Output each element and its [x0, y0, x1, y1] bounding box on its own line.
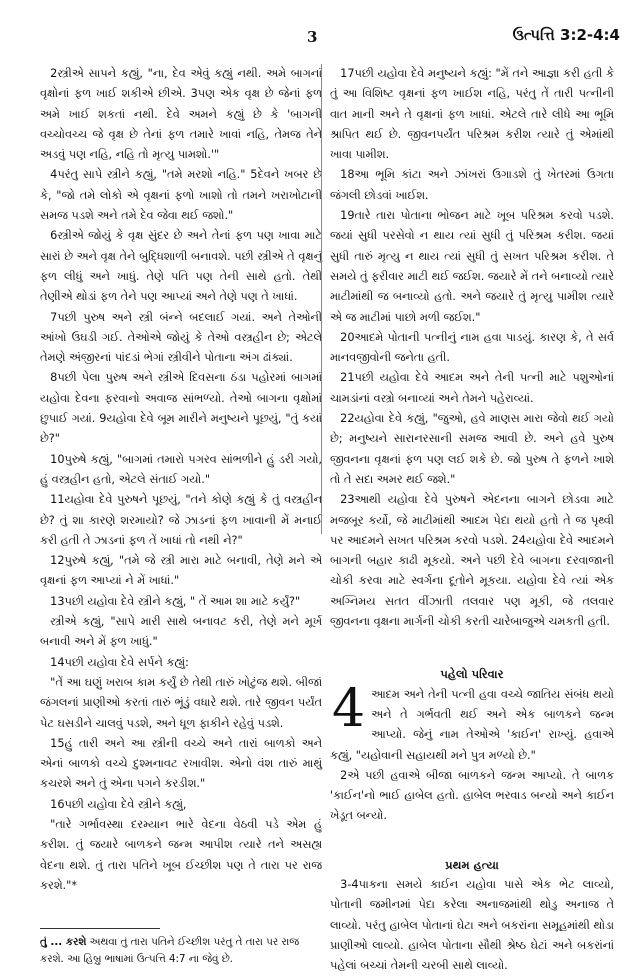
paragraph: 21પછી યહોવા દેવે આદમ અને તેની પત્ની માટે પશુઓનાં ચામડાંનાં વસ્ત્રો બનાવ્યાં અને તેમને પહેરાવ્યાં. [330, 371, 614, 405]
paragraph: 18આ ભૂમિ કાંટા અને ઝાંખરાં ઉગાડશે તું ખેતરમાં ઉગતા જંગલી છોડવાં ખાઈશ. [330, 168, 614, 202]
left-column [40, 64, 322, 896]
running-head: ઉત્પત્તિ 3:2-4:4 [512, 26, 620, 44]
paragraph: 2સ્ત્રીએ સાપને કહ્યું, "ના, દેવ એવું કહ્યું નથી. અમે બાગનાં વૃક્ષોનાં ફળ ખાઈ શકીએ છીએ. 3પણ એક વૃક્ષ છે જેનાં ફળ અમે ખાઈ શકતાં નથી. દેવે અમને કહ્યું છે કે 'બાગની વચ્ચોવચ્ચ જે વૃક્ષ છે તેનાં ફળ તમારે ખાવાં નહિ, તેમજ તેને અડવું પણ નહિ, નહિ તો મૃત્યુ પામશો.'" [40, 67, 322, 162]
section-heading-first-family: પહેલો પરિવાર [440, 667, 504, 682]
paragraph: 7પછી પુરુષ અને સ્ત્રી બંન્ને બદલાઈ ગયાં. અને તેઓની આંખો ઉઘડી ગઈ. તેઓએ જોયું કે તેઓ વસ્ત્રહીન છે; એટલે તેમણે અંજીરનાં પાંદડાં ભેગાં સ્ત્રીવીને પોતાના અંગ ઢાંક્યાં. [40, 310, 322, 365]
footnote-text: અથવા તું તારા પતિને ઈચ્છીશ પરંતુ તે તારા પર રાજ કરશે. આ હિબ્રુ ભાષામાં ઉત્પત્તિ 4:7 ના જેવું છે. [40, 936, 299, 965]
chapter-opening [330, 678, 614, 766]
paragraph: 8પછી પેલા પુરુષ અને સ્ત્રીએ દિવસના ઠંડા પહોરમાં બાગમાં યહોવા દેવના ફરવાનો અવાજ સાંભળ્યો. તેઓ બાગના વૃક્ષોમાં છુપાઈ ગયાં. 9યહોવા દેવે બૂમ મારીને મનુષ્યને પૂછયું, "તું કયાં છે?" [40, 371, 322, 446]
paragraph: 22યહોવા દેવે કહ્યું, "જુઓ, હવે માણસ મારા જેવો થઈ ગયો છે; મનુષ્યને સારાનરસાની સમજ આવી છે. અને હવે પુરુષ જીવનના વૃક્ષનાં ફળ પણ લઈ શકે છે. જો પુરુષ તે ફળને ખાશે તો તે સદા અમર થઈ જશે." [330, 412, 614, 486]
paragraph: 3-4પાકના સમયે કાઈન યહોવા પાસે એક ભેટ લાવ્યો, પોતાની જમીનમાં પેદા કરેલા અનાજમાંથી થોડુ અનાજ તે લાવ્યો. પરંતુ હાબેલ પોતાનાં ઘેટા અને બકરાંના સમૂહમાંથી થોડા પ્રાણીઓ લાવ્યો. હાબેલ પોતાના સૌથી શ્રેષ્ઠ ઘેટાં અને બકરાંનાં પહેલાં બચ્ચાં તેમની ચરબી સાથે લાવ્યો. [330, 877, 614, 973]
paragraph: 20આદમે પોતાની પત્નીનું નામ હવા પાડયું. કારણ કે, તે સર્વ માનવજીવોની જનેતા હતી. [330, 330, 614, 365]
footnote-term: તું ... કરશે [40, 936, 87, 948]
paragraph: આદમ અને તેની પત્ની હવા વચ્ચે જાતિય સંબંધ થયો અને તે ગર્ભવતી થઈ અને એક બાળકને જન્મ આપ્યો. જેનું નામ તેઓએ 'કાઈન' રાખ્યું. હવાએ કહ્યું, "યહોવાની સહાયથી મને પુત્ર મળ્યો છે." [330, 687, 614, 762]
section-heading-first-murder: પ્રથમ હત્યા [445, 857, 499, 872]
footnote [40, 934, 322, 968]
poem-paragraph: "તેં આ ઘણું ખરાબ કામ કર્યું છે તેથી તારું ખોટુંજ થશે. બીજાં જંગલનાં પ્રાણીઓ કરતાં તારું ભૂંડું વધારે થશે. તારે જીવન પર્યંત પેટ ઘસડીને ચાલવું પડશે, અને ધૂળ ફાકીને રહેવું પડશે. [40, 675, 322, 730]
paragraph: 6સ્ત્રીએ જોયું કે વૃક્ષ સુંદર છે અને તેનાં ફળ પણ ખાવા માટે સારાં છે અને વૃક્ષ તેને બુદ્ધિશાળી બનાવશે. પછી સ્ત્રીએ તે વૃક્ષનું ફળ લીધું અને ખાધું. તેણે પતિ પણ તેની સાથે હતો. તેથી તેણીએ થોડાં ફળ તેને પણ આપ્યાં અને તેણે પણ તે ખાધાં. [40, 229, 322, 304]
paragraph: 12પુરુષે કહ્યું, "તમે જે સ્ત્રી મારા માટે બનાવી, તેણે મને એ વૃક્ષનાં ફળ આપ્યાં ને મેં ખાધાં." [40, 554, 322, 588]
page-number: 3 [307, 28, 318, 46]
paragraph: 17પછી યહોવા દેવે મનુષ્યને કહ્યું: "મેં તને આજ્ઞા કરી હતી કે તું આ વિશિષ્ટ વૃક્ષનાં ફળ ખાઈશ નહિ, પરંતુ તેં તારી પત્નીની વાત માની અને તે વૃક્ષનાં ફળ ખાધાં. એટલે તારે લીધે આ ભૂમિ શ્રાપિત થઈ છે. જીવનપર્યંત પરિશ્રમ કરીશ ત્યારે તું એમાંથી ખાવા પામીશ. [330, 67, 614, 162]
paragraph: 11યહોવા દેવે પુરુષને પૂછયું, "તને કોણે કહ્યું કે તું વસ્ત્રહીન છે? તું શા કારણે શરમાયો? જે ઝાડનાં ફળ ખાવાની મેં મનાઈ કરી હતી તે ઝાડનાં ફળ તેં ખાધાં તો નથી ને?" [40, 493, 322, 547]
paragraph: 13પછી યહોવા દેવે સ્ત્રીને કહ્યું, " તેં આમ શા માટે કર્યું?" [50, 594, 301, 608]
poem-paragraph: 15હું તારી અને આ સ્ત્રીની વચ્ચે અને તારાં બાળકો અને એનાં બાળકો વચ્ચે દુશ્મનાવટ રખાવીશ. એનો વંશ તારું માથું કચરશે અને તું એના પગને કરડીશ." [40, 736, 322, 791]
paragraph: 4પરંતુ સાપે સ્ત્રીને કહ્યું, "તમે મરશો નહિ." 5દેવને ખબર છે કે, "જો તમે લોકો એ વૃક્ષનાં ફળો ખાશો તો તમને ખરાખોટાની સમજ પડશે અને તમે દેવ જેવા થઈ જશો." [40, 168, 322, 223]
paragraph: 14પછી યહોવા દેવે સર્પને કહ્યું: [50, 655, 189, 669]
footnote-rule [40, 928, 160, 929]
paragraph: 10પુરુષે કહ્યું, "બાગમાં તમારો પગરવ સાંભળીને હું ડરી ગયો, હું વસ્ત્રહીન હતો, એટલે સંતાઈ ગયો." [40, 452, 322, 486]
paragraph: 16પછી યહોવા દેવે સ્ત્રીને કહ્યું, [50, 797, 187, 811]
paragraph: સ્ત્રીએ કહ્યું, "સાપે મારી સાથે બનાવટ કરી, તેણે મને મૂર્ખ બનાવી અને મેં ફળ ખાધું." [40, 615, 322, 649]
paragraph: 19તારે તારા પોતાના ભોજન માટે ખૂબ પરિશ્રમ કરવો પડશે. જયાં સુધી પરસેવો ન થાય ત્યાં સુધી તું પરિશ્રમ કરીશ. જયાં સુધી તારું મૃત્યુ ન થાય ત્યાં સુધી તું સખત પરિશ્રમ કરીશ. તે સમયે તું ફરીવાર માટી થઈ જઈશ. જયારે મેં તને બનાવ્યો ત્યારે માટીમાંથી જ બનાવ્યો હતો. અને જયારે તું મૃત્યુ પામીશ ત્યારે એ જ માટીમાં પાછો મળી જઈશ." [330, 209, 614, 324]
paragraph: 2એ પછી હવાએ બીજા બાળકને જન્મ આપ્યો. તે બાળક 'કાઈન'નો ભાઈ હાબેલ હતો. હાબેલ ભરવાડ બન્યો અને કાઈન ખેડૂત બન્યો. [330, 768, 614, 823]
page-header [0, 28, 638, 52]
poem-paragraph: "તારે ગર્ભાવસ્થા દરમ્યાન ભારે વેદના વેઠવી પડે એમ હું કરીશ. તું જયારે બાળકને જન્મ આપીશ ત્યારે તને અસહ્ય વેદના થશે. તું તારા પતિને ખૂબ ઈચ્છીશ પણ તે તારા પર રાજ કરશે."* [40, 817, 322, 892]
chapter-number: 4 [332, 678, 366, 739]
paragraph: 23આથી યહોવા દેવે પુરુષને એદનના બાગને છોડવા માટે મજબૂર કર્યો, જે માટીમાંથી આદમ પેદા થયો હતો તે જ પૃથ્વી પર આદમને સખત પરિશ્રમ કરવો પડશે. 24યહોવા દેવે આદમને બાગની બહાર કાઢી મૂકયો. અને પછી દેવે બાગના દરવાજાની ચોકી કરવા માટે સ્વર્ગના દૂતોને મૂકયા. યહોવા દેવે ત્યાં એક અગ્નિમય સતત વીંઝાતી તલવાર પણ મૂકી, જે તલવાર જીવનના વૃક્ષના માર્ગની ચોકી કરતી ચારેબાજુએ ચમકતી હતી. [330, 493, 614, 629]
column-divider [321, 64, 322, 534]
right-column [330, 64, 614, 976]
